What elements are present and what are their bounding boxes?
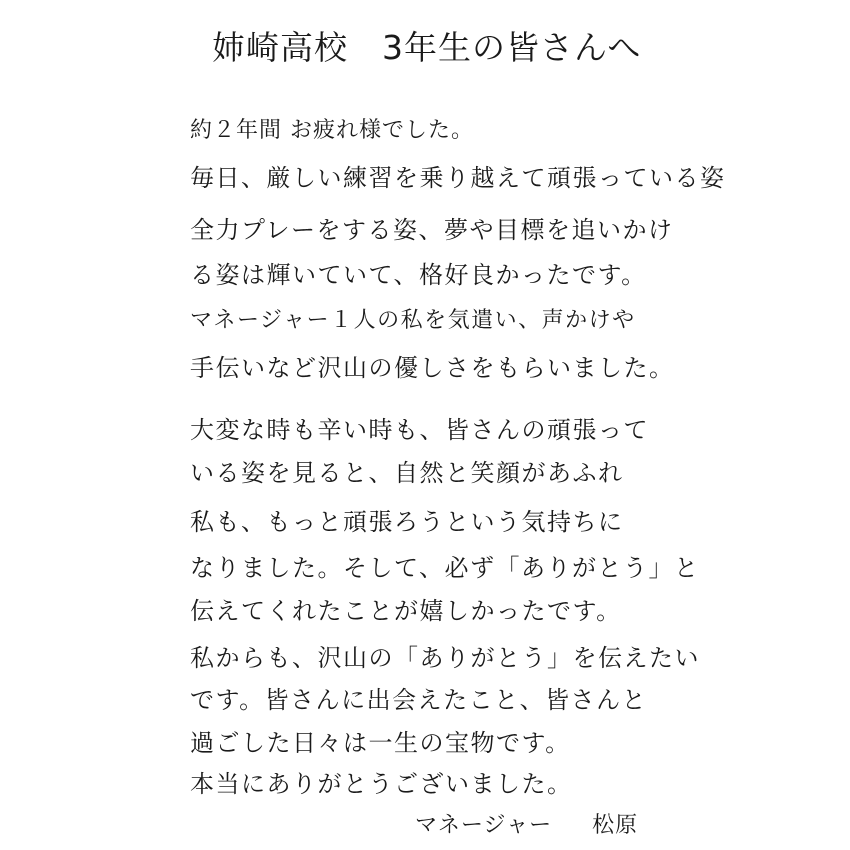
letter-line: 本当にありがとうございました。 bbox=[190, 770, 573, 798]
letter-line: 約２年間 お疲れ様でした。 bbox=[190, 118, 474, 143]
signature-role: マネージャー bbox=[415, 813, 553, 838]
letter-line: 過ごした日々は一生の宝物です。 bbox=[190, 729, 571, 757]
letter-line: マネージャー１人の私を気遣い、声かけや bbox=[190, 308, 636, 333]
letter-line: る姿は輝いていて、格好良かったです。 bbox=[190, 261, 647, 289]
letter-line: なりました。そして、必ず「ありがとう」と bbox=[190, 554, 700, 582]
letter-line: 伝えてくれたことが嬉しかったです。 bbox=[190, 597, 622, 625]
signature-name: 松原 bbox=[592, 813, 639, 838]
letter-line: いる姿を見ると、自然と笑顔があふれ bbox=[190, 459, 624, 487]
signature bbox=[415, 808, 638, 839]
letter-line: です。皆さんに出会えたこと、皆さんと bbox=[190, 686, 648, 714]
letter-title: 姉崎高校 3年生の皆さんへ bbox=[212, 28, 642, 67]
letter-line: 私も、もっと頑張ろうという気持ちに bbox=[190, 508, 624, 536]
letter-line: 大変な時も辛い時も、皆さんの頑張って bbox=[190, 416, 649, 444]
letter-line: 私からも、沢山の「ありがとう」を伝えたい bbox=[190, 644, 700, 672]
letter-line: 毎日、厳しい練習を乗り越えて頑張っている姿 bbox=[190, 164, 726, 192]
letter-line: 手伝いなど沢山の優しさをもらいました。 bbox=[190, 354, 675, 382]
letter-line: 全力プレーをする姿、夢や目標を追いかけ bbox=[190, 216, 674, 244]
